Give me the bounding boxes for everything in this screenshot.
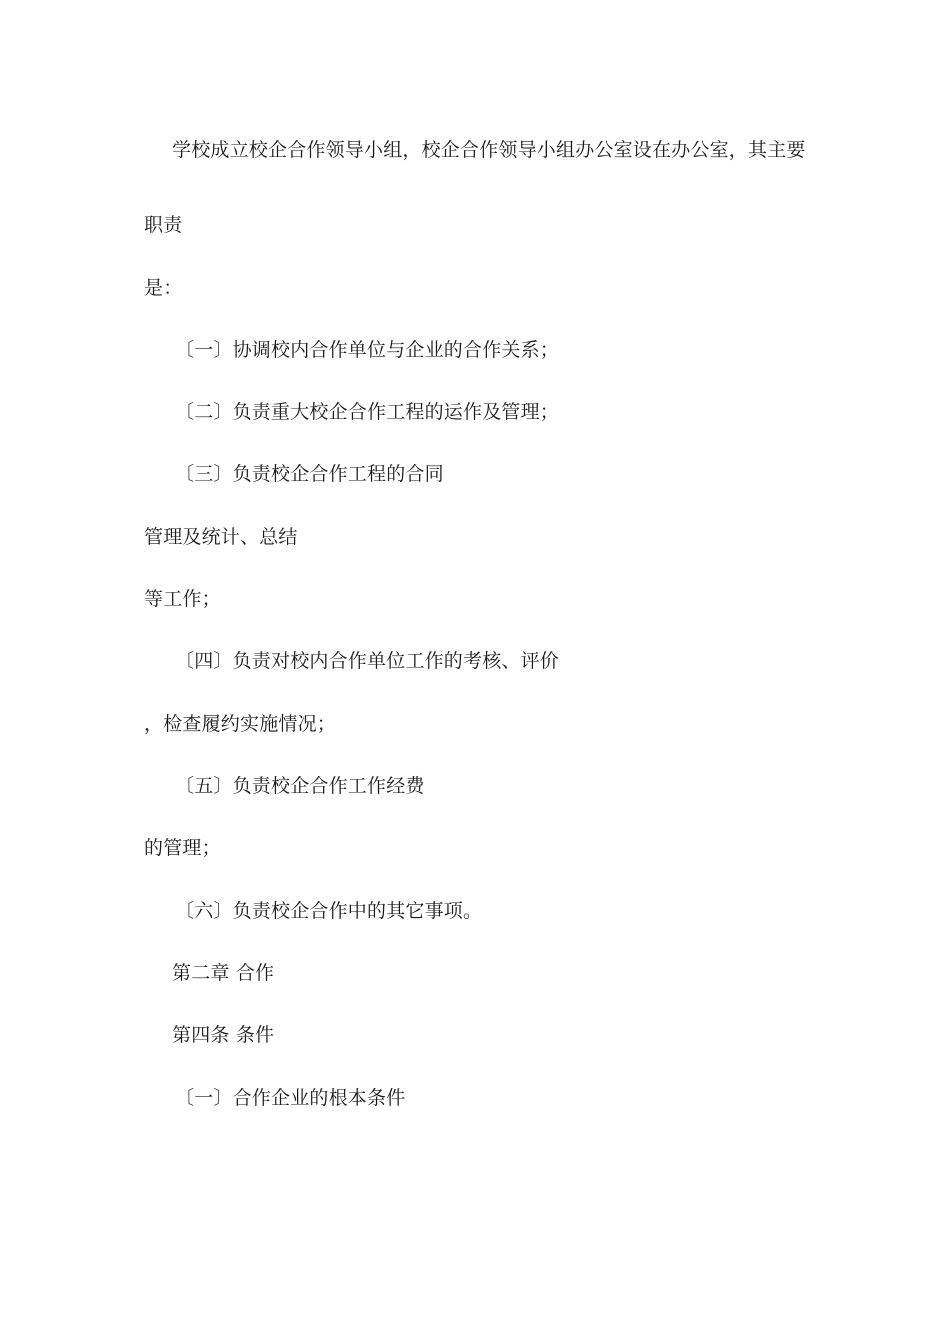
paragraph-intro-line: 学校成立校企合作领导小组，校企合作领导小组办公室设在办公室，其主要 — [172, 139, 806, 161]
duty-item-1: 〔一〕协调校内合作单位与企业的合作关系； — [175, 339, 560, 361]
duty-item-4-continuation: ，检查履约实施情况； — [144, 713, 337, 735]
duty-item-3-continuation: 管理及统计、总结 — [144, 526, 298, 548]
chapter-heading: 第二章 合作 — [172, 962, 275, 984]
duty-item-3: 〔三〕负责校企合作工程的合同 — [175, 463, 444, 485]
condition-item-1: 〔一〕合作企业的根本条件 — [175, 1087, 406, 1109]
duty-item-5: 〔五〕负责校企合作工作经费 — [175, 775, 425, 797]
article-heading: 第四条 条件 — [172, 1024, 275, 1046]
duty-item-2: 〔二〕负责重大校企合作工程的运作及管理； — [175, 401, 560, 423]
duty-item-3-end: 等工作； — [144, 588, 221, 610]
duty-item-5-continuation: 的管理； — [144, 837, 221, 859]
duty-item-4: 〔四〕负责对校内合作单位工作的考核、评价 — [175, 650, 560, 672]
paragraph-intro-continuation: 职责 — [144, 214, 183, 236]
paragraph-intro-end: 是： — [144, 277, 183, 299]
duty-item-6: 〔六〕负责校企合作中的其它事项。 — [175, 900, 483, 922]
